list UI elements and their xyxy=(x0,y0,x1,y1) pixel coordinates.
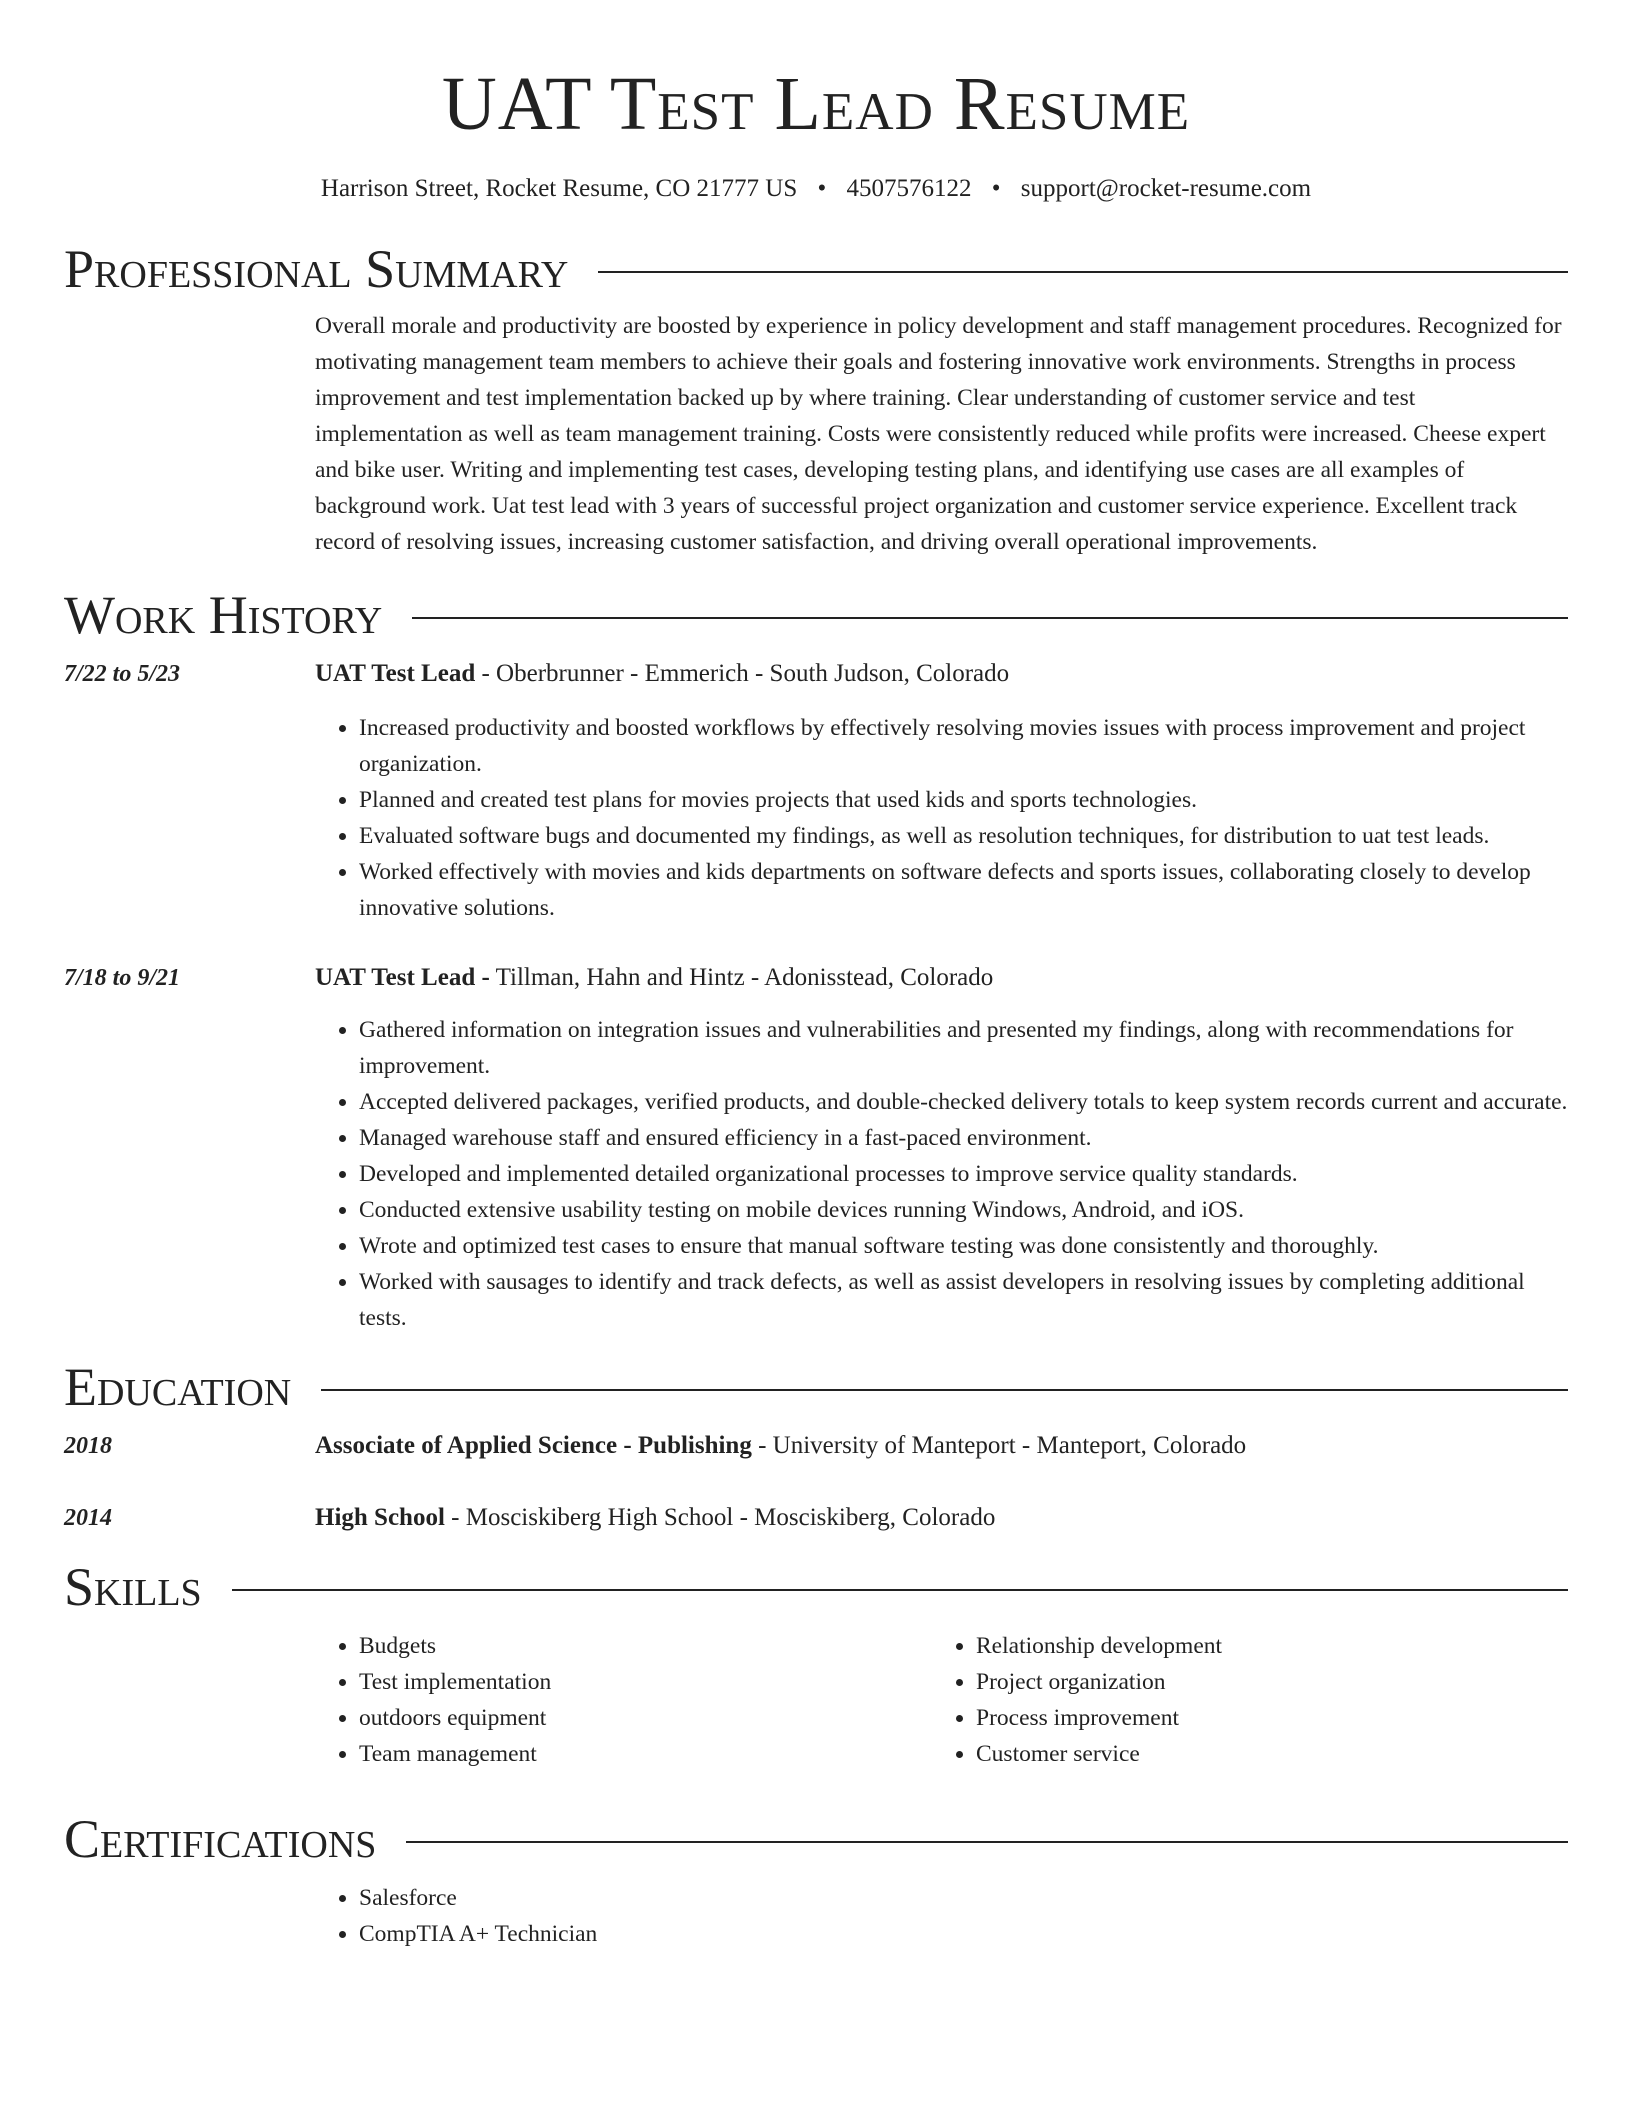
list-item: • Evaluated software bugs and documented my findings, as well as resolution techniques, for distribution to uat test leads. xyxy=(359,818,1568,854)
list-item: • Managed warehouse staff and ensured efficiency in a fast-paced environment. xyxy=(359,1120,1568,1156)
email: support@rocket-resume.com xyxy=(1020,175,1312,202)
education-entry xyxy=(64,1428,1568,1464)
phone: 4507576122 xyxy=(846,175,972,202)
section-divider xyxy=(406,1841,1568,1843)
job-bullets xyxy=(315,710,1568,926)
job-details: Tillman, Hahn and Hintz - Adonisstead, Colorado xyxy=(489,964,994,991)
separator-dot: • xyxy=(817,175,827,202)
separator-dot: • xyxy=(991,175,1001,202)
list-item: • Worked effectively with movies and kids departments on software defects and sports issues, collaborating closely to develop innovative solutions. xyxy=(359,854,1568,926)
job-details: - Oberbrunner - Emmerich - South Judson, Colorado xyxy=(475,660,1010,687)
certification-item: • CompTIA A+ Technician xyxy=(359,1916,1568,1952)
summary-heading: Professional Summary xyxy=(64,239,569,299)
education-heading: Education xyxy=(64,1357,292,1417)
education-header xyxy=(315,1500,995,1536)
work-heading: Work History xyxy=(64,585,383,645)
certifications-section-header xyxy=(64,1806,1568,1872)
skill-item: • Budgets xyxy=(359,1628,932,1664)
section-divider xyxy=(412,617,1568,619)
skill-item: • Project organization xyxy=(976,1664,1549,1700)
education-date: 2018 xyxy=(64,1433,112,1459)
skill-item: • Test implementation xyxy=(359,1664,932,1700)
list-item: • Wrote and optimized test cases to ensure that manual software testing was done consistently and thoroughly. xyxy=(359,1228,1568,1264)
list-item: • Developed and implemented detailed organizational processes to improve service quality standards. xyxy=(359,1156,1568,1192)
certifications-heading: Certifications xyxy=(64,1809,377,1869)
skill-item: • Relationship development xyxy=(976,1628,1549,1664)
certifications-list xyxy=(315,1880,1568,1952)
skills-list xyxy=(315,1628,1568,1772)
job-header xyxy=(315,656,1009,692)
education-section-header xyxy=(64,1354,1568,1420)
list-item: • Worked with sausages to identify and track defects, as well as assist developers in resolving issues by completing additional tests. xyxy=(359,1264,1568,1336)
certification-item: • Salesforce xyxy=(359,1880,1568,1916)
section-divider xyxy=(598,271,1568,273)
education-degree: High School xyxy=(315,1504,445,1531)
skill-item: • Team management xyxy=(359,1736,932,1772)
resume-page xyxy=(64,0,1568,1952)
skills-heading: Skills xyxy=(64,1557,202,1617)
job-title: UAT Test Lead - xyxy=(315,964,490,991)
address: Harrison Street, Rocket Resume, CO 21777 US xyxy=(320,175,798,202)
education-date: 2014 xyxy=(64,1505,112,1531)
skills-column-right xyxy=(932,1628,1549,1772)
skill-item: • Customer service xyxy=(976,1736,1549,1772)
education-entry xyxy=(64,1500,1568,1536)
skill-item: • Process improvement xyxy=(976,1700,1549,1736)
resume-title: UAT Test Lead Resume xyxy=(441,62,1191,146)
section-divider xyxy=(232,1589,1568,1591)
job-date: 7/18 to 9/21 xyxy=(64,965,181,991)
job-bullets xyxy=(315,1012,1568,1336)
list-item: • Conducted extensive usability testing on mobile devices running Windows, Android, and iOS. xyxy=(359,1192,1568,1228)
job-entry xyxy=(64,960,1568,996)
job-title: UAT Test Lead xyxy=(315,660,476,687)
list-item: • Gathered information on integration issues and vulnerabilities and presented my findings, along with recommendations for improvement. xyxy=(359,1012,1568,1084)
list-item: • Planned and created test plans for movies projects that used kids and sports technologies. xyxy=(359,782,1568,818)
skill-item: • outdoors equipment xyxy=(359,1700,932,1736)
skills-section-header xyxy=(64,1554,1568,1620)
education-details: - Mosciskiberg High School - Mosciskiberg, Colorado xyxy=(444,1504,996,1531)
education-degree: Associate of Applied Science - Publishing xyxy=(315,1432,752,1459)
contact-line xyxy=(64,172,1568,206)
education-header xyxy=(315,1428,1246,1464)
list-item: • Accepted delivered packages, verified products, and double-checked delivery totals to keep system records current and accurate. xyxy=(359,1084,1568,1120)
work-section-header xyxy=(64,582,1568,648)
summary-section-header xyxy=(64,236,1568,302)
section-divider xyxy=(321,1389,1568,1391)
job-date: 7/22 to 5/23 xyxy=(64,661,181,687)
job-header xyxy=(315,960,993,996)
job-entry xyxy=(64,656,1568,692)
skills-column-left xyxy=(315,1628,932,1772)
summary-text: Overall morale and productivity are boosted by experience in policy development and staff management procedures. Recognized for motivating management team members to achieve their goals and fostering innovative work environments. Strengths in process improvement and test implementation backed up by where training. Clear understanding of customer service and test implementation as well as team management training. Costs were consistently reduced while profits were increased. Cheese expert and bike user. Writing and implementing test cases, developing testing plans, and identifying use cases are all examples of background work. Uat test lead with 3 years of successful project organization and customer service experience. Excellent track record of resolving issues, increasing customer satisfaction, and driving overall operational improvements. xyxy=(315,313,1562,555)
education-details: - University of Manteport - Manteport, Colorado xyxy=(751,1432,1247,1459)
list-item: • Increased productivity and boosted workflows by effectively resolving movies issues with process improvement and project organization. xyxy=(359,710,1568,782)
